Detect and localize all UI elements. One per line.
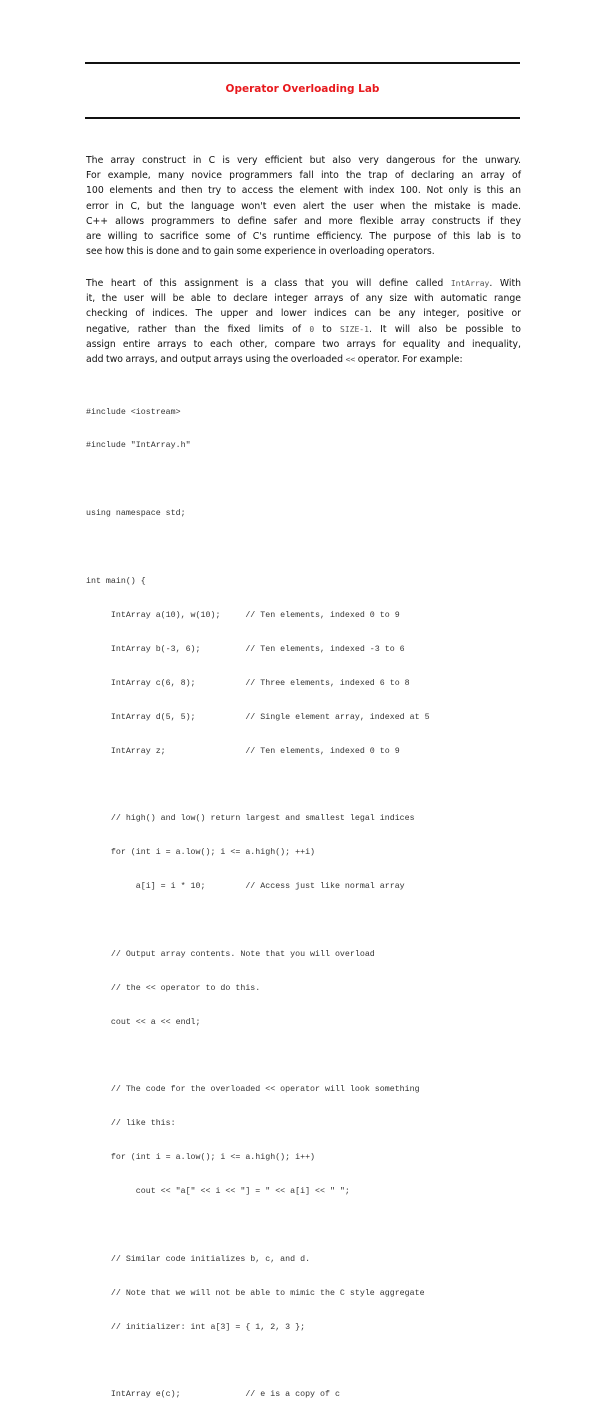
text-line: C++ allows programmers to define safer and more flexible array constructs if they [86,215,521,227]
text-run: add two arrays, and output arrays using the overloaded [86,354,346,366]
intro-paragraph [86,153,521,259]
text-line: error in C, but the language won't even alert the user when the mistake is made. [86,200,521,212]
inline-code: IntArray [450,279,490,288]
code-line [86,474,516,485]
code-line [86,1356,516,1367]
text-line: are willing to sacrifice some of C's runtime efficiency. The purpose of this lab is to [86,231,521,243]
code-line: IntArray a(10), w(10); // Ten elements, indexed 0 to 9 [86,610,400,620]
code-line [86,915,516,926]
assignment-paragraph [86,276,521,367]
code-line: a[i] = i * 10; // Access just like normal array [86,882,405,892]
inline-code: SIZE-1 [340,324,369,334]
code-line: // Output array contents. Note that you will overload [86,949,375,959]
code-line: for (int i = a.low(); i <= a.high(); ++i) [86,848,316,858]
code-line: // Note that we will not be able to mimic the C style aggregate [86,1288,425,1298]
text-run: operator. For example: [355,354,463,366]
code-line: #include <iostream> [86,407,181,417]
code-line: cout << "a[" << i << "] = " << a[i] << " "; [86,1187,350,1197]
code-line: // Similar code initializes b, c, and d. [86,1254,311,1264]
code-line [86,779,516,790]
page-title: Operator Overloading Lab [225,83,380,95]
code-example [86,384,516,1423]
text-run: to [314,323,341,335]
bottom-rule [85,117,520,119]
code-line: // The code for the overloaded << operator will look something [86,1085,420,1095]
code-line [86,542,516,553]
code-line: #include "IntArray.h" [86,441,191,451]
code-line: int main() { [86,577,146,587]
top-rule [85,62,520,64]
code-line: IntArray e(c); // e is a copy of c [86,1390,340,1400]
code-line: IntArray b(-3, 6); // Ten elements, indexed -3 to 6 [86,644,405,654]
code-line [86,1051,516,1062]
text-run: The heart of this assignment is a class that you will define called [86,278,451,289]
code-line: IntArray d(5, 5); // Single element array, indexed at 5 [86,712,430,722]
inline-code: 0 [309,324,315,334]
code-line: IntArray z; // Ten elements, indexed 0 to 9 [86,746,400,756]
inline-code: << [345,355,356,365]
text-line: checking of indices. The upper and lower indices can be any integer, positive or [86,308,521,320]
code-line: cout << a << endl; [86,1017,201,1027]
text-line [86,322,521,337]
code-line: using namespace std; [86,509,186,519]
text-line: 100 elements and then try to access the element with index 100. Not only is this an [86,185,521,197]
text-line: The array construct in C is very efficient but also very dangerous for the unwary. [86,155,521,166]
text-line: it, the user will be able to declare integer arrays of any size with automatic range [86,293,521,305]
text-line: For example, many novice programmers fall into the trap of declaring an array of [86,170,521,182]
text-run: . It will also be possible to [368,323,521,335]
text-line [86,352,521,367]
code-line: // the << operator to do this. [86,983,261,993]
text-run: negative, rather than the fixed limits of [86,323,310,335]
code-line [86,1220,516,1231]
code-line: IntArray c(6, 8); // Three elements, indexed 6 to 8 [86,678,410,688]
text-line: see how this is done and to gain some experience in overloading operators. [86,246,435,258]
code-line: for (int i = a.low(); i <= a.high(); i++) [86,1153,316,1163]
code-line: // like this: [86,1119,176,1129]
text-run: . With [489,278,521,289]
text-line: assign entire arrays to each other, compare two arrays for equality and inequality, [86,338,521,350]
code-line: // initializer: int a[3] = { 1, 2, 3 }; [86,1322,306,1332]
text-line [86,276,521,291]
code-line: // high() and low() return largest and smallest legal indices [86,814,415,824]
